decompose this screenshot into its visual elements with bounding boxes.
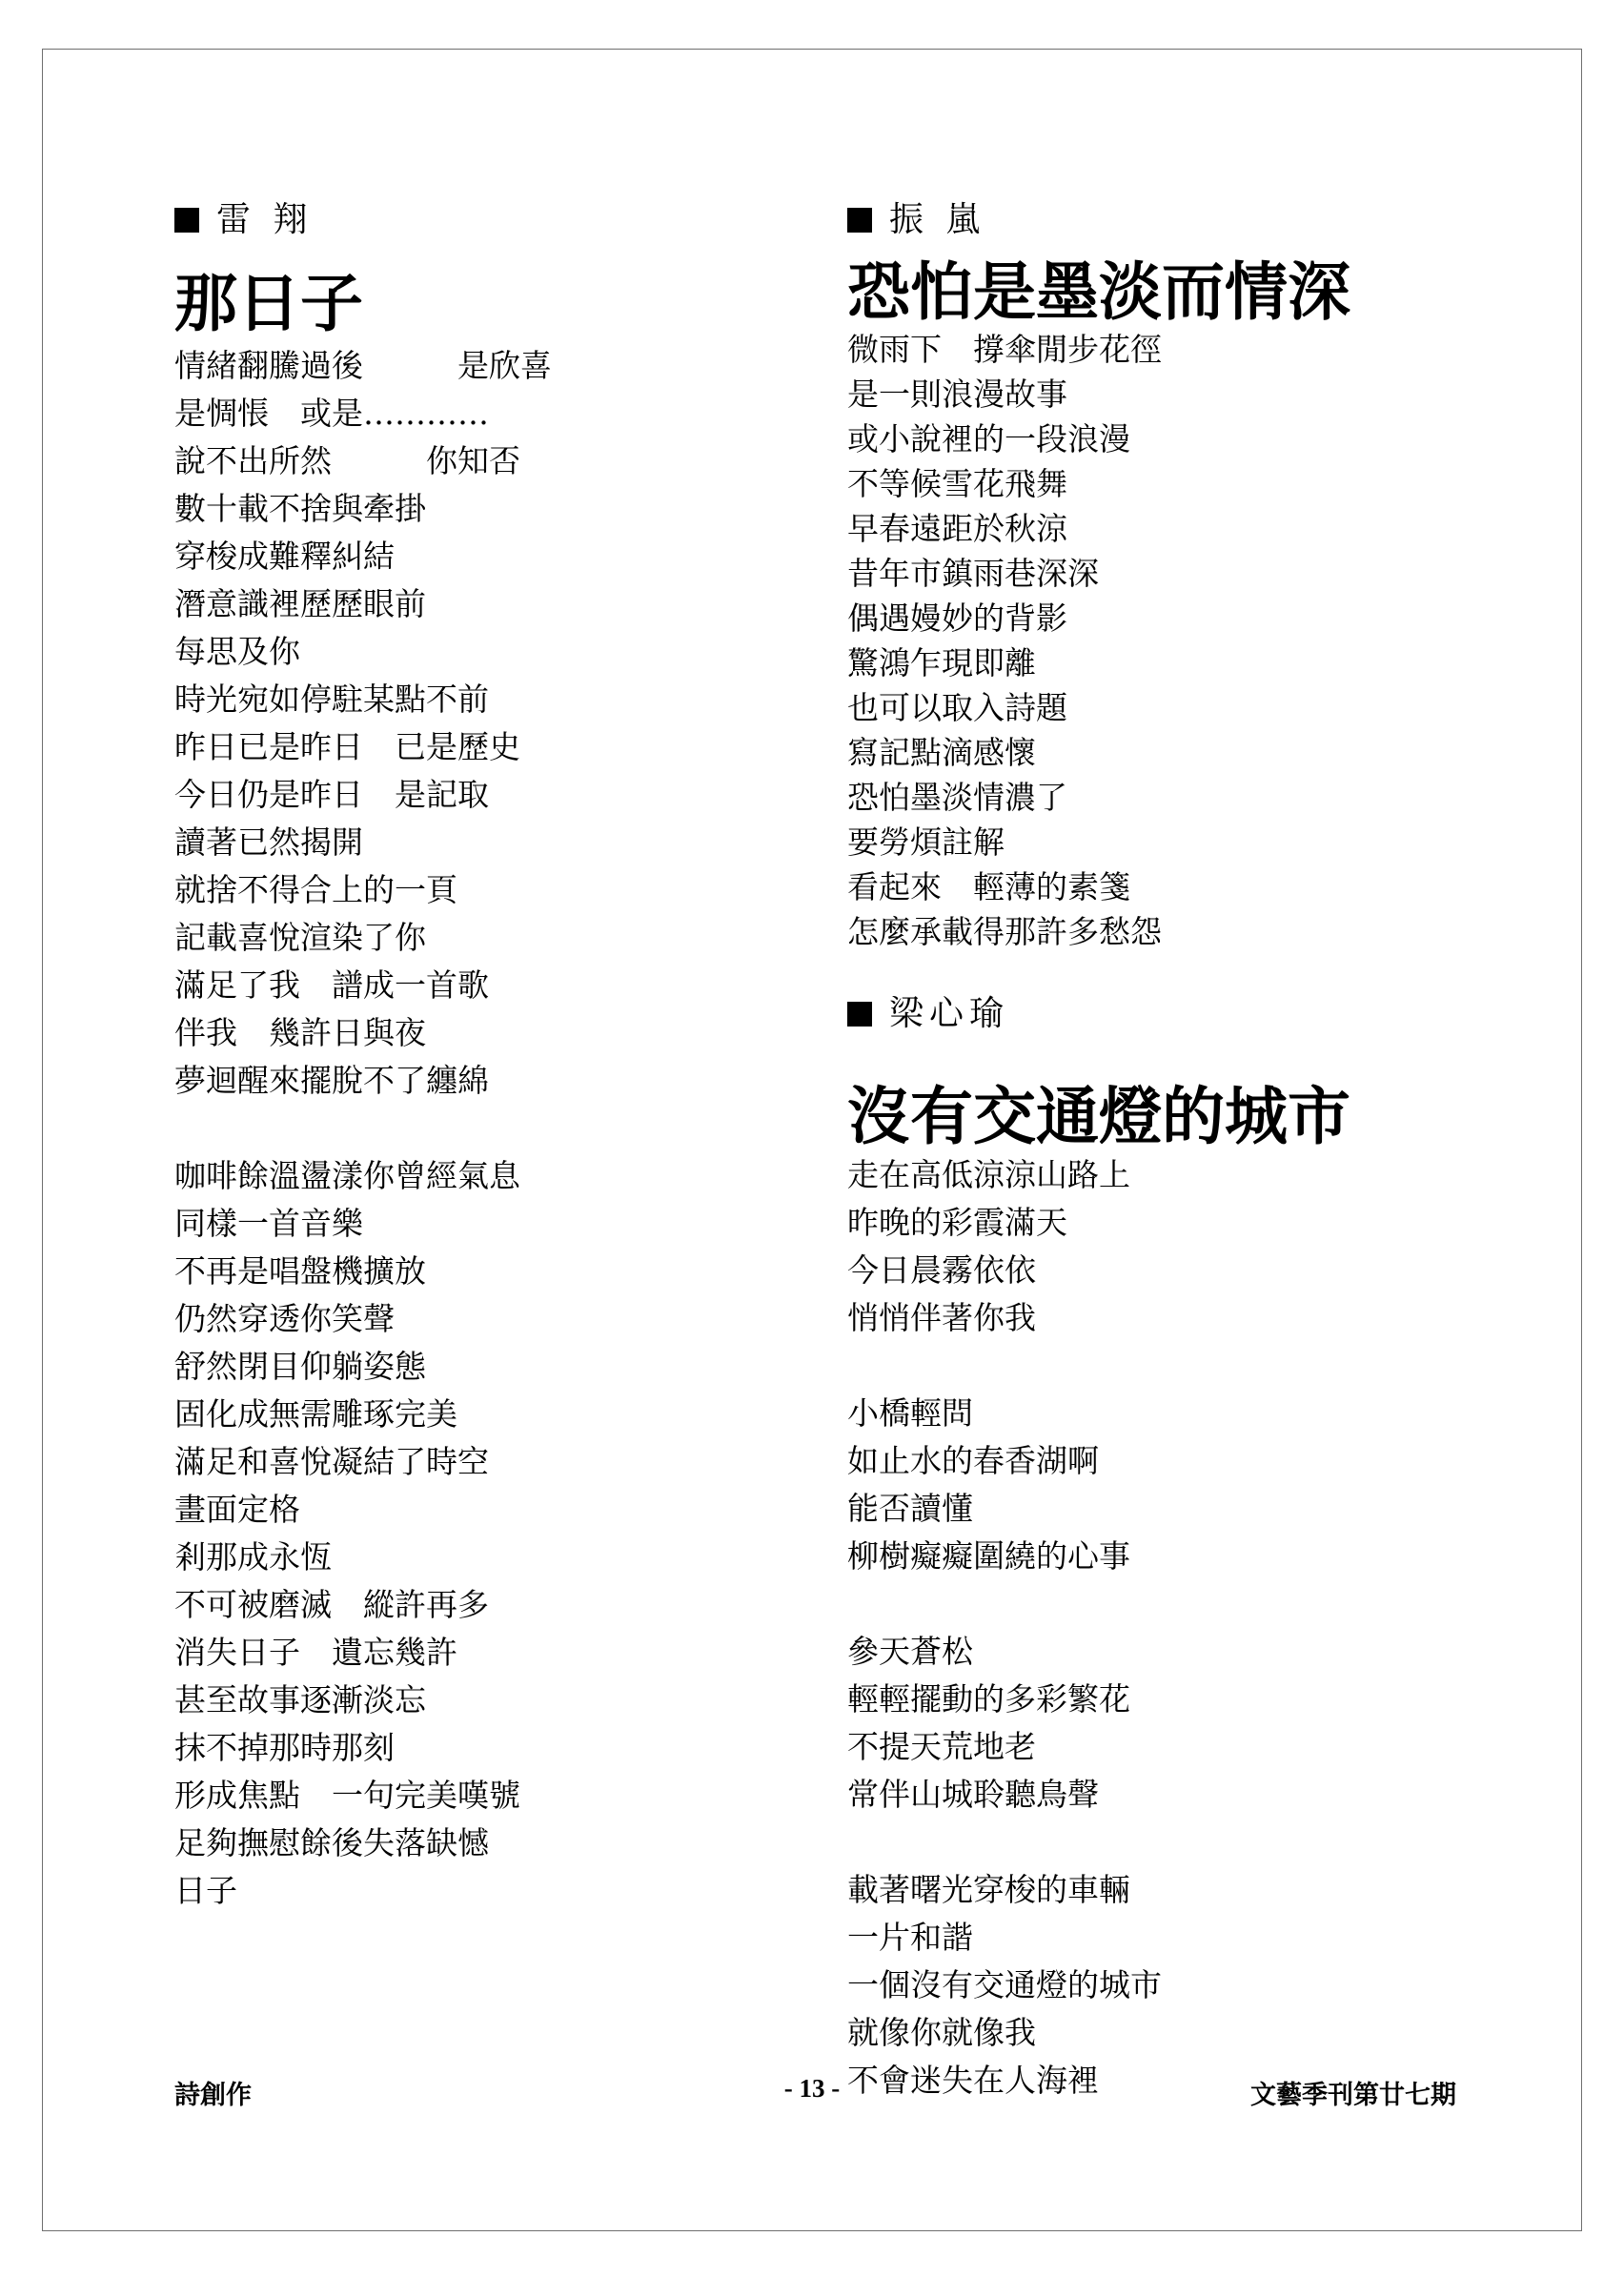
poem-line: 偶遇嫚妙的背影 — [847, 600, 1067, 637]
poem-line: 情緒翻騰過後 是欣喜 — [174, 347, 552, 384]
poem-line: 穿梭成難釋糾結 — [174, 538, 395, 575]
poem-line: 今日晨霧依依 — [847, 1251, 1036, 1289]
stanza-break — [847, 1342, 1514, 1390]
stanza-break — [174, 1105, 784, 1152]
poem-line: 咖啡餘溫盪漾你曾經氣息 — [174, 1157, 520, 1194]
poem-line: 小橋輕問 — [847, 1394, 973, 1432]
poem-line: 走在高低涼涼山路上 — [847, 1156, 1130, 1193]
poem-line: 不等候雪花飛舞 — [847, 465, 1067, 502]
author-name: 梁心瑜 — [889, 994, 1010, 1033]
footer-section: 詩創作 — [174, 2081, 252, 2110]
poem-lines — [847, 327, 1514, 954]
poem-line: 夢迴醒來擺脫不了纏綿 — [174, 1062, 489, 1099]
stanza-break — [847, 1819, 1514, 1866]
poem-line: 讀著已然揭開 — [174, 823, 363, 861]
poem-line: 看起來 輕薄的素箋 — [847, 868, 1130, 905]
poem-line: 不提天荒地老 — [847, 1728, 1036, 1765]
poem-line: 抹不掉那時那刻 — [174, 1729, 395, 1766]
poem-line: 或小說裡的一段浪漫 — [847, 420, 1130, 457]
square-bullet-icon — [174, 208, 199, 233]
author-heading — [847, 195, 1514, 245]
poem-line: 悄悄伴著你我 — [847, 1299, 1036, 1336]
poem-line: 時光宛如停駐某點不前 — [174, 681, 489, 718]
poem-line: 恐怕墨淡情濃了 — [847, 779, 1067, 816]
poem-line: 固化成無需雕琢完美 — [174, 1395, 457, 1433]
poem-line: 同樣一首音樂 — [174, 1205, 363, 1242]
poem-line: 滿足了我 譜成一首歌 — [174, 966, 489, 1004]
poem-line: 要勞煩註解 — [847, 823, 1005, 861]
poem-line: 潛意識裡歷歷眼前 — [174, 585, 426, 622]
author-name: 雷 翔 — [216, 200, 314, 239]
stanza-break — [847, 1580, 1514, 1628]
square-bullet-icon — [847, 1002, 872, 1027]
poem-line: 不可被磨滅 縱許再多 — [174, 1586, 489, 1623]
poem-line: 微雨下 撐傘閒步花徑 — [847, 331, 1162, 368]
poem-line: 昨晚的彩霞滿天 — [847, 1204, 1067, 1241]
poem-line: 滿足和喜悅凝結了時空 — [174, 1443, 489, 1480]
poem-line: 寫記點滴感懷 — [847, 734, 1036, 771]
poem-lines — [847, 1151, 1514, 2104]
poem-line: 形成焦點 一句完美嘆號 — [174, 1777, 520, 1814]
poem-line: 常伴山城聆聽鳥聲 — [847, 1776, 1099, 1813]
poem-line: 一片和諧 — [847, 1919, 973, 1956]
author-heading — [174, 195, 784, 245]
poem-line: 數十載不捨與牽掛 — [174, 490, 426, 527]
footer-publication: 文藝季刊第廿七期 — [1250, 2081, 1456, 2110]
poem-line: 能否讀懂 — [847, 1490, 973, 1527]
poem-line: 參天蒼松 — [847, 1633, 973, 1670]
poem-line: 不再是唱盤機擴放 — [174, 1252, 426, 1290]
poem-line: 如止水的春香湖啊 — [847, 1442, 1099, 1479]
author-name: 振 嵐 — [889, 200, 986, 239]
poem-title: 那日子 — [174, 266, 363, 340]
poem-line: 記載喜悅渲染了你 — [174, 919, 426, 956]
poem-title: 恐怕是墨淡而情深 — [847, 254, 1350, 329]
poem-line: 伴我 幾許日與夜 — [174, 1014, 426, 1051]
square-bullet-icon — [847, 208, 872, 233]
poem-line: 足夠撫慰餘後失落缺憾 — [174, 1824, 489, 1861]
poem-line: 每思及你 — [174, 633, 300, 670]
poem-line: 仍然穿透你笑聲 — [174, 1300, 395, 1337]
poem-line: 是一則浪漫故事 — [847, 376, 1067, 413]
poem-line: 日子 — [174, 1872, 237, 1909]
poem-line: 昔年市鎮雨巷深深 — [847, 555, 1099, 592]
poem-line: 也可以取入詩題 — [847, 689, 1067, 726]
poem-line: 畫面定格 — [174, 1491, 300, 1528]
poem-line: 早春遠距於秋涼 — [847, 510, 1067, 547]
poem-lines — [174, 342, 784, 1915]
poem-line: 甚至故事逐漸淡忘 — [174, 1681, 426, 1718]
poem-left — [174, 195, 784, 1915]
poem-line: 柳樹癡癡圍繞的心事 — [847, 1537, 1130, 1575]
poem-line: 說不出所然 你知否 — [174, 442, 520, 479]
poem-line: 怎麼承載得那許多愁怨 — [847, 913, 1162, 950]
poem-line: 載著曙光穿梭的車輛 — [847, 1871, 1130, 1908]
poem-line: 驚鴻乍現即離 — [847, 644, 1036, 681]
poem-line: 一個沒有交通燈的城市 — [847, 1966, 1162, 2003]
poem-line: 剎那成永恆 — [174, 1538, 332, 1576]
poem-line: 輕輕擺動的多彩繁花 — [847, 1680, 1130, 1718]
poem-title: 沒有交通燈的城市 — [847, 1079, 1350, 1153]
poem-line: 消失日子 遺忘幾許 — [174, 1634, 457, 1671]
poem-right-2 — [847, 989, 1514, 2104]
poem-line: 昨日已是昨日 已是歷史 — [174, 728, 520, 765]
poem-line: 就捨不得合上的一頁 — [174, 871, 457, 908]
poem-line: 不會迷失在人海裡 — [847, 2062, 1099, 2099]
poem-line: 是惆悵 或是………… — [174, 395, 489, 432]
author-heading — [847, 989, 1514, 1039]
page-number: - 13 - — [783, 2074, 841, 2103]
poem-line: 舒然閉目仰躺姿態 — [174, 1348, 426, 1385]
poem-line: 就像你就像我 — [847, 2014, 1036, 2051]
poem-line: 今日仍是昨日 是記取 — [174, 776, 489, 813]
poem-right-1 — [847, 195, 1514, 954]
